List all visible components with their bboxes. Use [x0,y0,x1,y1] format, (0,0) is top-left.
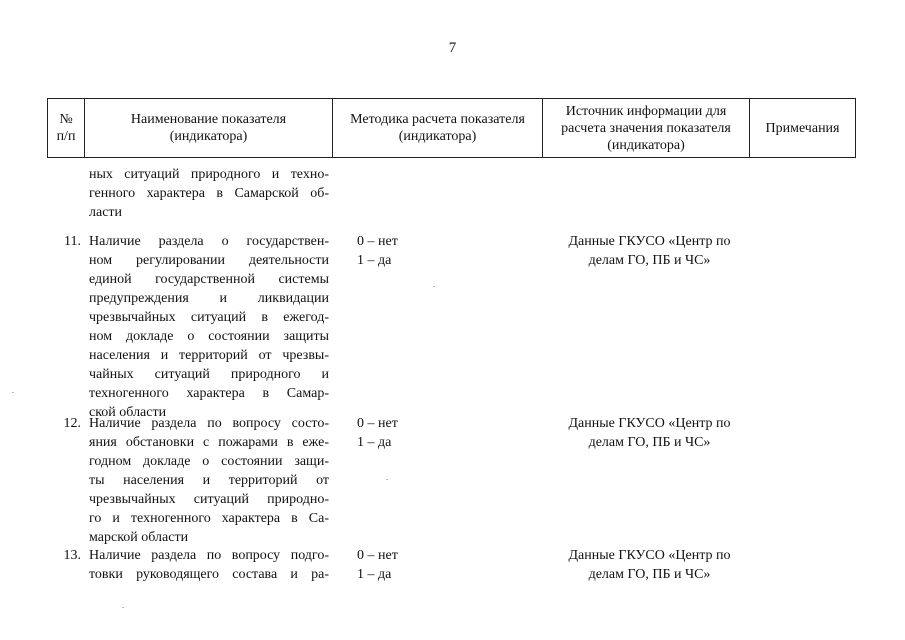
text-line: 1 – да [357,253,392,268]
calculation-method [357,546,507,584]
text-line: Наличие раздела по вопросу состо- [89,416,329,431]
header-col-name [85,99,333,158]
text-line: Данные ГКУСО «Центр по [568,234,731,249]
text-line: Данные ГКУСО «Центр по [568,548,731,563]
text-line: Наличие раздела по вопросу подго- [89,548,329,563]
indicator-name [89,165,329,222]
text-line: го и техногенного характера в Са- [89,511,329,526]
header-text: Источник информации для [565,103,727,119]
header-col-number [48,99,85,158]
text-line: марской области [89,530,189,545]
indicator-name [89,546,329,584]
text-line: генного характера в Самарской об- [89,186,329,201]
indicator-name [89,232,329,422]
text-line: населения и территорий от чрезвы- [89,348,329,363]
text-line: 1 – да [357,567,392,582]
text-line: делам ГО, ПБ и ЧС» [588,435,711,450]
header-text: Наименование показателя [130,112,287,127]
calculation-method [357,232,507,270]
text-line: 1 – да [357,435,392,450]
scan-speck [386,479,388,480]
calculation-method [357,414,507,452]
scan-speck [12,392,14,393]
text-line: делам ГО, ПБ и ЧС» [588,253,711,268]
text-line: делам ГО, ПБ и ЧС» [588,567,711,582]
table-header [47,98,856,158]
row-number: 12. [63,416,81,431]
header-col-source [543,99,750,158]
row-number: 13. [63,548,81,563]
header-col-notes [750,99,856,158]
text-line: ном докладе о состоянии защиты [89,329,329,344]
text-line: 0 – нет [357,416,398,431]
text-line: яния обстановки с пожарами в еже- [89,435,329,450]
text-line: единой государственной системы [89,272,329,287]
indicator-name [89,414,329,547]
text-line: Наличие раздела о государствен- [89,234,329,249]
page-number: 7 [448,40,457,56]
header-text: п/п [56,129,76,144]
text-line: чрезвычайных ситуаций в ежегод- [89,310,329,325]
header-text: расчета значения показателя [561,120,731,136]
text-line: Данные ГКУСО «Центр по [568,416,731,431]
text-line: чайных ситуаций природного и [89,367,329,382]
text-line: годном докладе о состоянии защи- [89,454,329,469]
header-text: (индикатора) [607,137,685,153]
text-line: ных ситуаций природного и техно- [89,167,329,182]
table-header-row [48,99,856,158]
text-line: чрезвычайных ситуаций природно- [89,492,329,507]
text-line: 0 – нет [357,234,398,249]
header-col-method [333,99,543,158]
header-text: (индикатора) [398,129,477,144]
header-text: Примечания [765,120,840,136]
information-source [550,414,749,452]
scan-speck [433,286,435,287]
row-number: 11. [64,234,81,249]
text-line: предупреждения и ликвидации [89,291,329,306]
text-line: техногенного характера в Самар- [89,386,329,401]
information-source [550,232,749,270]
text-line: ласти [89,205,123,220]
text-line: ты населения и территорий от [89,473,329,488]
information-source [550,546,749,584]
header-text: Методика расчета показателя [350,112,525,127]
text-line: ской области [89,405,167,420]
scan-speck [122,607,124,608]
text-line: товки руководящего состава и ра- [89,567,329,582]
header-text: (индикатора) [169,129,248,144]
header-text: № [59,112,73,127]
text-line: 0 – нет [357,548,398,563]
text-line: ном регулировании деятельности [89,253,329,268]
